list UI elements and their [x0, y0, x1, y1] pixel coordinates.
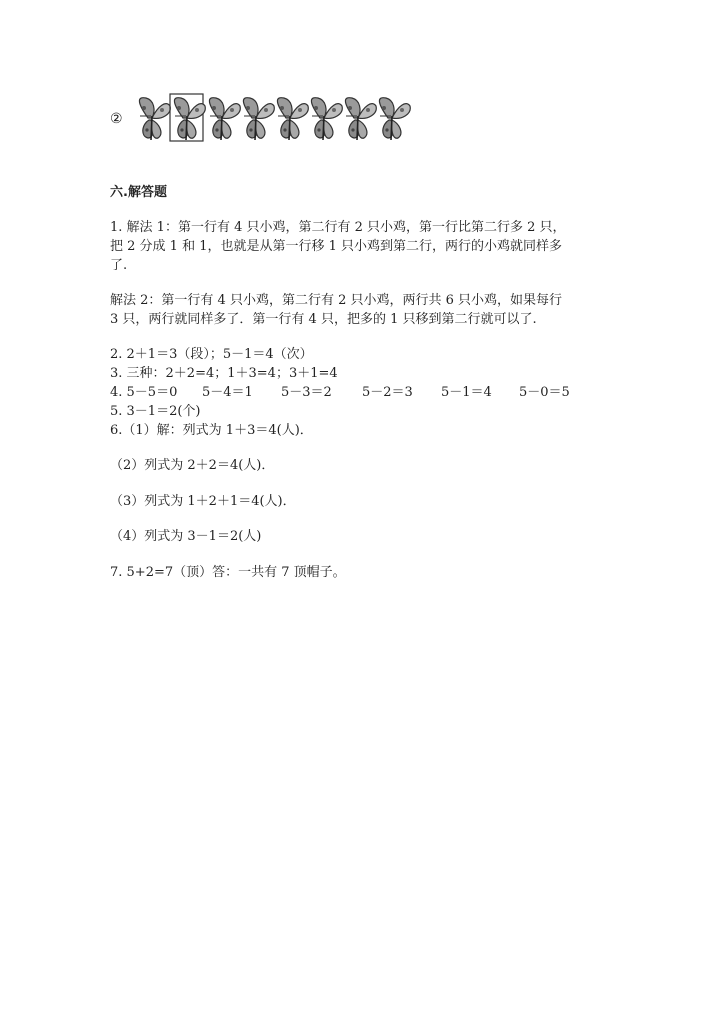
q7-answer: 7. 5+2=7（顶）答：一共有 7 顶帽子。	[110, 565, 346, 580]
q6-part3: （3）列式为 1＋2＋1＝4(人)．	[110, 494, 296, 509]
item-marker: ②	[110, 111, 123, 127]
q6-part4: （4）列式为 3－1＝2(人)	[110, 529, 262, 544]
section-title: 六.解答题	[110, 185, 167, 200]
q4-item: 5－4＝1	[202, 385, 253, 400]
butterfly-icon	[311, 98, 342, 140]
q4-answer	[110, 383, 570, 402]
q5-answer: 5. 3－1＝2(个)	[110, 404, 201, 419]
q1-line3: 了.	[110, 258, 128, 273]
q3-answer: 3. 三种：2＋2=4；1＋3=4；3＋1=4	[110, 366, 338, 381]
butterfly-icon	[174, 98, 205, 140]
q1-alt-line1: 解法 2：第一行有 4 只小鸡，第二行有 2 只小鸡，两行共 6 只小鸡，如果每行	[110, 293, 563, 308]
q2-answer: 2. 2＋1＝3（段）；5－1＝4（次）	[110, 347, 313, 362]
q4-item: 5－3＝2	[281, 385, 332, 400]
butterfly-icon	[379, 98, 410, 140]
butterfly-icon	[139, 98, 170, 140]
q4-item: 5－2＝3	[362, 385, 413, 400]
butterfly-row	[132, 90, 412, 142]
q6-part1: 6.（1）解：列式为 1＋3＝4(人)．	[110, 423, 313, 438]
q4-item: 5－0＝5	[519, 385, 570, 400]
q1-line1: 1. 解法 1：第一行有 4 只小鸡，第二行有 2 只小鸡，第一行比第二行多 2 只，	[110, 220, 566, 235]
q4-item: 4. 5－5＝0	[110, 385, 178, 400]
butterfly-icon	[345, 98, 376, 140]
butterfly-icon	[243, 98, 274, 140]
q6-part2: （2）列式为 2＋2＝4(人)．	[110, 458, 275, 473]
butterfly-icon	[209, 98, 240, 140]
q4-item: 5－1＝4	[441, 385, 492, 400]
q1-line2: 把 2 分成 1 和 1，也就是从第一行移 1 只小鸡到第二行，两行的小鸡就同样多	[110, 239, 563, 254]
butterfly-icon	[277, 98, 308, 140]
q1-alt-line2: 3 只，两行就同样多了．第一行有 4 只，把多的 1 只移到第二行就可以了.	[110, 312, 537, 327]
